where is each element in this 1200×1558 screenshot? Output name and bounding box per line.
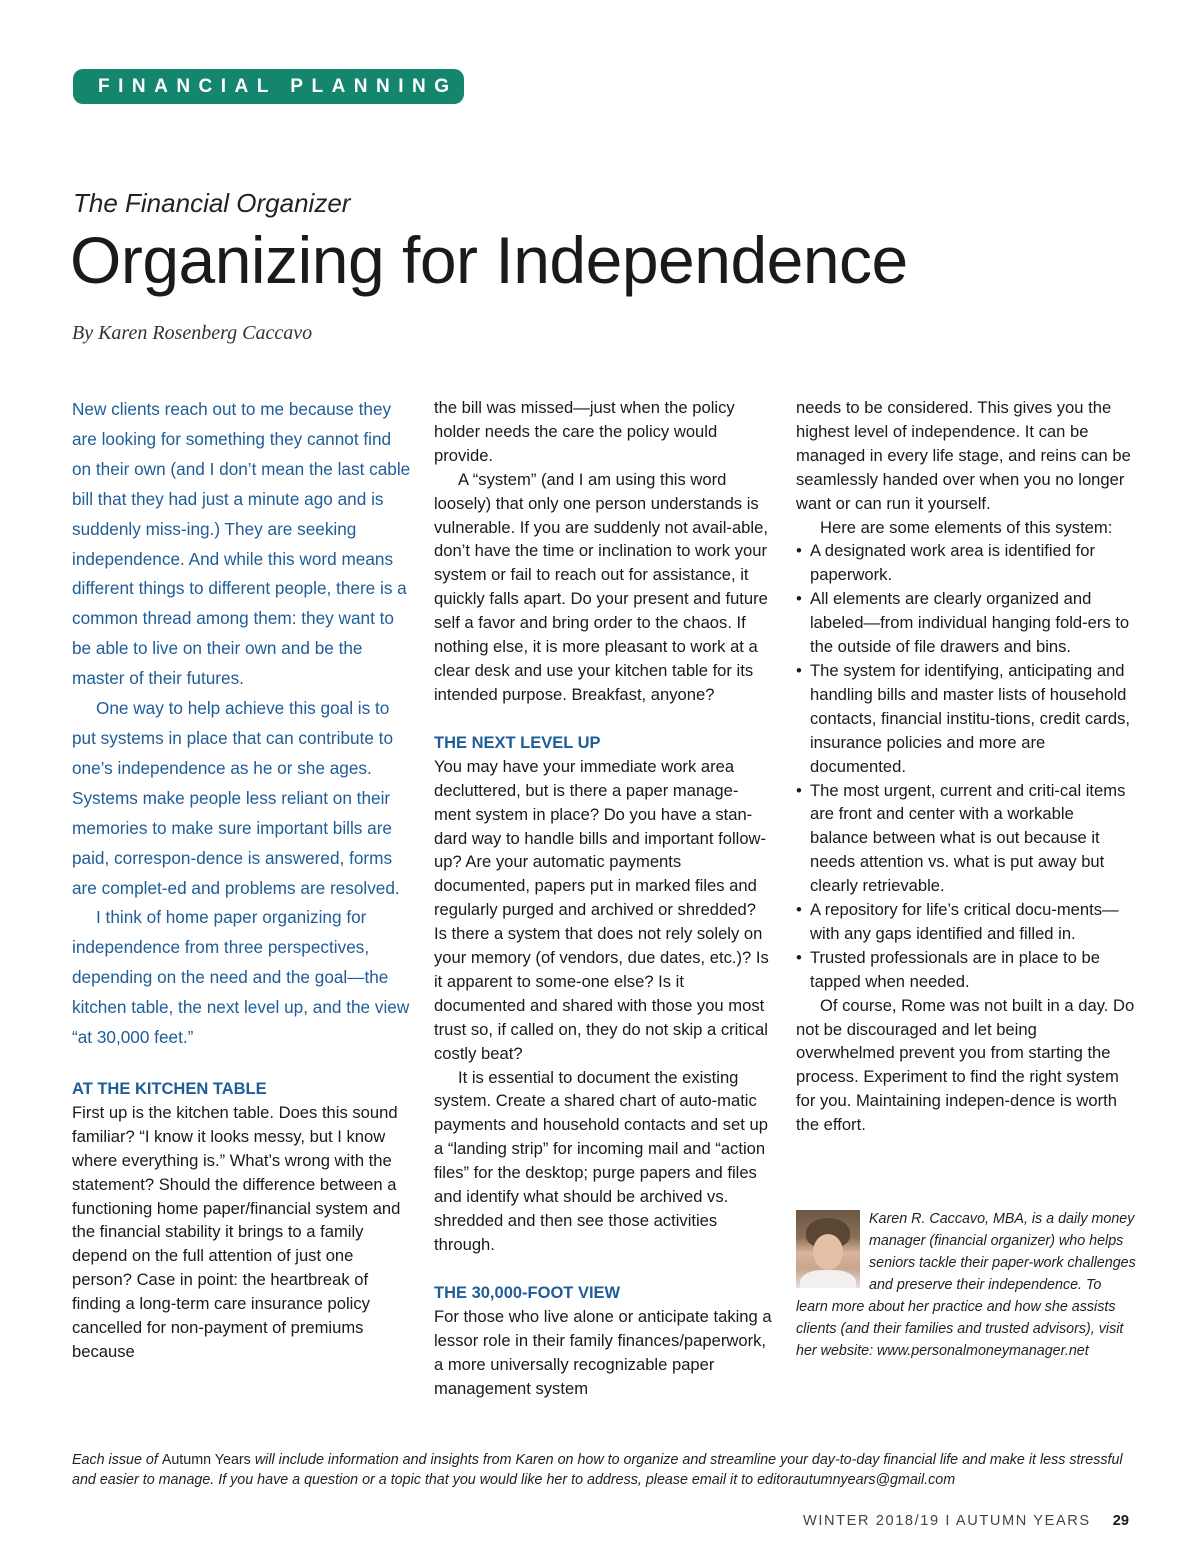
section-heading-30000-foot: THE 30,000-FOOT VIEW [434,1283,621,1302]
footnote [72,1451,1138,1490]
author-bio [796,1208,1136,1362]
body-paragraph: A “system” (and I am using this word loosely) that only one person understands is vulnerable. If you are suddenly not avail-able, don’t have the time or inclination to work your system or fail to reach out for assistance, it quickly falls apart. Do your present and future self a favor and bring order to the chaos. If nothing else, it is more pleasant to work at a clear desk and use your kitchen table for its intended purpose. Breakfast, anyone? [434,469,768,704]
body-paragraph: First up is the kitchen table. Does this sound familiar? “I know it looks messy, but I know where everything is.” What’s wrong with the statement? Should the difference between a functioning home paper/financial system and the financial stability it brings to a family depend on the full attention of just one person? Case in point: the heartbreak of finding a long-term care insurance policy cancelled for non-payment of premiums because [72,1102,401,1361]
column-2 [434,396,772,1400]
footnote-lead: Each issue of [72,1452,162,1468]
publication-name: Autumn Years [161,1452,251,1468]
section-heading-kitchen: AT THE KITCHEN TABLE [72,1079,267,1098]
list-item: • A repository for life’s critical docu-ments—with any gaps identified and filled in. [796,898,1136,946]
list-item: • The most urgent, current and criti-cal items are front and center with a workable balance between what is out because it needs attention vs. what is put away but clearly retrievable. [796,779,1136,899]
folio [803,1513,1129,1529]
list-item: • All elements are clearly organized and labeled—from individual hanging fold-ers to the outside of file drawers and bins. [796,587,1136,659]
body-paragraph: the bill was missed—just when the policy holder needs the care the policy would provide. [434,398,735,465]
intro-paragraph: New clients reach out to me because they are looking for something they cannot find on their own (and I don’t mean the last cable bill that they had just a minute ago and is suddenly miss-ing.) They are seeking independence. And while this word means different things to different people, there is a common thread among them: they want to be able to live on their own and be the master of their futures. [72,399,411,689]
body-paragraph: needs to be considered. This gives you the highest level of independence. It can be managed in every life stage, and reins can be seamlessly handed over when you no longer want or can run it yourself. [796,398,1131,513]
intro-paragraph: One way to help achieve this goal is to put systems in place that can contribute to one’s independence as he or she ages. Systems make people less reliant on their memories to make sure important bills are paid, correspon-dence is answered, forms are complet-ed and problems are resolved. [72,698,400,898]
system-elements-list [796,539,1136,993]
section-heading-next-level: THE NEXT LEVEL UP [434,733,601,752]
byline: By Karen Rosenberg Caccavo [72,322,313,344]
body-paragraph: Here are some elements of this system: [820,517,1113,537]
column-1 [72,395,412,1364]
body-paragraph: For those who live alone or anticipate taking a lessor role in their family finances/paperwork, a more universally recognizable paper management system [434,1306,772,1398]
list-item: • A designated work area is identified for paperwork. [796,539,1136,587]
author-photo [796,1210,860,1288]
page-title: Organizing for Independence [70,223,908,297]
footnote-rest: will include information and insights from Karen on how to organize and streamline your day-to-day financial life and make it less stressful and easier to manage. If you have a question or a topic that you would like her to address, please email it to editorautumnyears@gmail.com [72,1452,1123,1488]
issue-label: WINTER 2018/19 I AUTUMN YEARS [802,1513,1091,1529]
author-bio-text: Karen R. Caccavo, MBA, is a daily money manager (financial organizer) who helps seniors tackle their paper-work challenges and preserve their independence. To learn more about her practice and how she assists clients (and their families and trusted advisors), visit her website: www.personalmoneymanager.net [796,1211,1136,1359]
list-item: • Trusted professionals are in place to be tapped when needed. [796,946,1136,994]
body-paragraph: It is essential to document the existing system. Create a shared chart of auto-matic payments and household contacts and set up a “landing strip” for incoming mail and “action files” for the desktop; purge papers and files and identify what should be archived vs. shredded and then see those activities through. [434,1067,768,1254]
list-item: • The system for identifying, anticipating and handling bills and master lists of household contacts, financial institu-tions, credit cards, insurance policies and more are documented. [796,659,1136,779]
kicker: The Financial Organizer [73,188,351,218]
closing-paragraph: Of course, Rome was not built in a day. Do not be discouraged and let being overwhelmed prevent you from starting the process. Experiment to find the right system for you. Maintaining indepen-dence is worth the effort. [796,995,1135,1135]
column-3 [796,396,1136,1137]
intro-paragraph: I think of home paper organizing for independence from three perspectives, depending on the need and the goal—the kitchen table, the next level up, and the view “at 30,000 feet.” [72,907,410,1048]
body-paragraph: You may have your immediate work area decluttered, but is there a paper manage-ment system in place? Do you have a stan-dard way to handle bills and important follow-up? Are your automatic payments documented, papers put in marked files and regularly purged and archived or shredded? Is there a system that does not rely solely on your memory (of vendors, due dates, etc.)? Is it apparent to some-one else? Is it documented and shared with those you most trust so, if called on, they do not skip a critical costly beat? [434,756,769,1063]
section-tag: FINANCIAL PLANNING [73,69,464,104]
page-number: 29 [1112,1513,1129,1529]
